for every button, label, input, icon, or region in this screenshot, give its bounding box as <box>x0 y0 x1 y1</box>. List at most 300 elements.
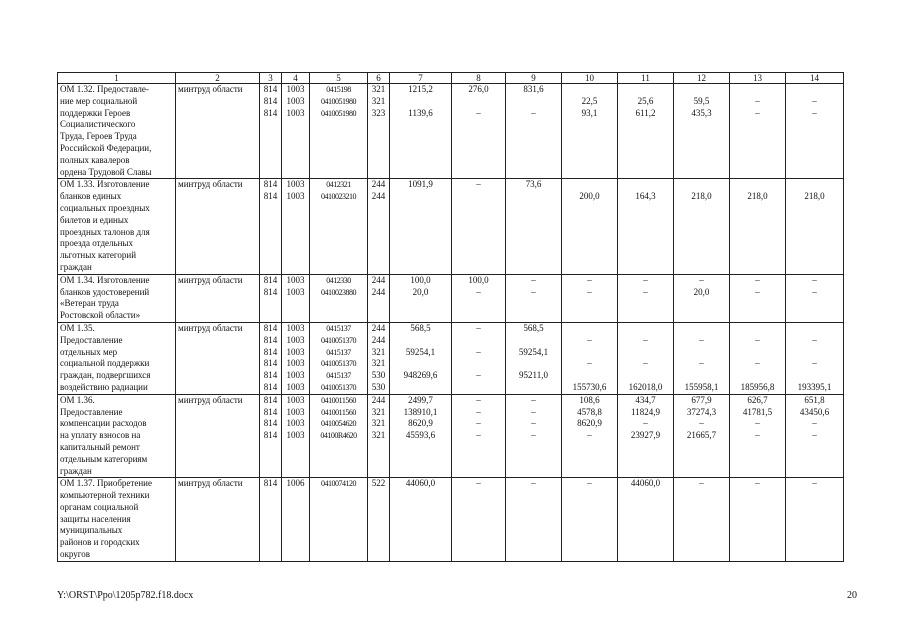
measure-name <box>58 394 176 478</box>
cell-c11 <box>618 322 674 394</box>
cell-value <box>454 191 503 203</box>
cell-value: 0410054620 <box>321 419 356 429</box>
measure-name-line: проездных талонов для <box>60 226 150 237</box>
measure-name-line: отдельным категориям <box>60 453 148 464</box>
cell-value: – <box>699 358 704 369</box>
cell-value: 522 <box>371 478 386 489</box>
cell-value: 8620,9 <box>577 418 602 429</box>
cell-c14 <box>786 179 844 274</box>
cell-value <box>732 370 783 382</box>
column-number-7: 7 <box>390 73 452 84</box>
cell-value: – <box>643 418 648 429</box>
measure-name-line: ордена Трудовой Славы <box>60 166 152 177</box>
cell-c3 <box>260 274 282 322</box>
cell-value: – <box>812 478 817 489</box>
measure-name-line: капитальный ремонт <box>60 441 140 452</box>
cell-value: 244 <box>371 274 386 285</box>
cell-value <box>788 323 841 335</box>
cell-value <box>454 96 503 108</box>
measure-name-line: компьютерной техники <box>60 490 150 501</box>
cell-value: 0410011560 <box>321 395 356 405</box>
cell-value: – <box>755 95 760 106</box>
cell-value: 0415137 <box>326 323 351 333</box>
cell-c10 <box>562 322 618 394</box>
cell-value: 321 <box>371 346 386 357</box>
cell-value: 37274,3 <box>686 406 717 417</box>
cell-value: – <box>643 334 648 345</box>
cell-value: 244 <box>371 334 386 345</box>
measure-name-line: Предоставление <box>60 334 123 345</box>
cell-value: 1003 <box>286 370 305 381</box>
measure-name-line: ОМ 1.33. Изготовление <box>60 179 150 190</box>
cell-c13 <box>730 322 786 394</box>
cell-value: 1091,9 <box>408 179 433 190</box>
cell-c10 <box>562 274 618 322</box>
table-row <box>58 394 844 478</box>
cell-c3 <box>260 322 282 394</box>
cell-value: – <box>476 394 481 405</box>
cell-value <box>620 84 671 96</box>
cell-value: 04100R4620 <box>320 431 357 441</box>
cell-value: – <box>476 286 481 297</box>
cell-c7 <box>390 478 452 562</box>
cell-value: 93,1 <box>581 107 598 118</box>
cell-c13 <box>730 394 786 478</box>
measure-name-line: компенсации расходов <box>60 418 147 429</box>
cell-value: – <box>812 430 817 441</box>
cell-value: 0410051370 <box>321 335 356 345</box>
cell-value: 814 <box>263 430 278 441</box>
cell-value: 95211,0 <box>519 370 548 381</box>
column-number-4: 4 <box>282 73 310 84</box>
cell-value: – <box>755 418 760 429</box>
cell-value: 4578,8 <box>577 406 602 417</box>
executor <box>176 274 260 322</box>
cell-value: – <box>587 478 592 489</box>
cell-c12 <box>674 274 730 322</box>
cell-value: 814 <box>263 84 278 94</box>
cell-value: 22,5 <box>581 95 598 106</box>
cell-c10 <box>562 84 618 179</box>
cell-value: 25,6 <box>637 95 654 106</box>
cell-value: 41781,5 <box>742 406 773 417</box>
measure-name-line: граждан <box>60 261 92 272</box>
cell-value <box>788 179 841 191</box>
cell-value: – <box>531 286 536 297</box>
cell-value: 20,0 <box>412 286 429 297</box>
column-number-1: 1 <box>58 73 176 84</box>
column-number-12: 12 <box>674 73 730 84</box>
cell-value <box>788 84 841 96</box>
cell-c7 <box>390 394 452 478</box>
cell-value: – <box>476 478 481 489</box>
measure-name <box>58 322 176 394</box>
executor-text: минтруд области <box>178 478 243 489</box>
measure-name-line: билетов и единых <box>60 214 129 225</box>
cell-value: 23927,9 <box>630 430 661 441</box>
executor-text: минтруд области <box>178 179 243 190</box>
cell-c9 <box>506 179 562 274</box>
cell-value: 1003 <box>286 107 305 118</box>
cell-value: 0410051980 <box>321 96 356 106</box>
cell-c7 <box>390 274 452 322</box>
cell-value <box>508 382 559 394</box>
cell-value: 218,0 <box>691 191 712 202</box>
cell-value: – <box>476 107 481 118</box>
cell-value <box>454 382 503 394</box>
cell-value: – <box>755 478 760 489</box>
cell-value: 2499,7 <box>408 394 433 405</box>
column-number-3: 3 <box>260 73 282 84</box>
cell-value <box>392 335 449 347</box>
cell-c6 <box>368 478 390 562</box>
column-number-9: 9 <box>506 73 562 84</box>
cell-value <box>676 370 727 382</box>
cell-value: 814 <box>263 191 278 202</box>
cell-value: 321 <box>371 418 386 429</box>
cell-value: 164,3 <box>635 191 656 202</box>
measure-name <box>58 478 176 562</box>
cell-c8 <box>452 478 506 562</box>
cell-value: 20,0 <box>693 286 710 297</box>
cell-value <box>732 179 783 191</box>
cell-value <box>620 347 671 359</box>
cell-c13 <box>730 478 786 562</box>
cell-value: 244 <box>371 191 386 202</box>
cell-value: 1003 <box>286 346 305 357</box>
cell-value: 321 <box>371 95 386 106</box>
cell-value: 1003 <box>286 334 305 345</box>
cell-c6 <box>368 179 390 274</box>
cell-value: 814 <box>263 274 278 285</box>
cell-value: 814 <box>263 286 278 297</box>
cell-value: 814 <box>263 478 278 489</box>
measure-name-line: муниципальных <box>60 525 123 536</box>
measure-name-line: воздействию радиации <box>60 381 148 392</box>
cell-value: 244 <box>371 286 386 297</box>
cell-c8 <box>452 394 506 478</box>
cell-value: – <box>531 478 536 489</box>
cell-value: 1003 <box>286 406 305 417</box>
cell-value: 44060,0 <box>630 478 661 489</box>
column-number-2: 2 <box>176 73 260 84</box>
cell-c13 <box>730 84 786 179</box>
cell-value <box>508 191 559 203</box>
cell-value <box>620 323 671 335</box>
cell-value: 1003 <box>286 84 305 94</box>
cell-c7 <box>390 84 452 179</box>
measure-name <box>58 274 176 322</box>
cell-c5 <box>310 478 368 562</box>
cell-value <box>732 347 783 359</box>
measure-name-line: защиты населения <box>60 513 131 524</box>
cell-value <box>732 84 783 96</box>
cell-c12 <box>674 394 730 478</box>
column-number-10: 10 <box>562 73 618 84</box>
cell-value <box>392 96 449 108</box>
cell-c10 <box>562 394 618 478</box>
cell-value: – <box>643 286 648 297</box>
executor-text: минтруд области <box>178 394 243 405</box>
table-header-row <box>58 73 844 84</box>
cell-c9 <box>506 478 562 562</box>
cell-value: – <box>812 334 817 345</box>
executor <box>176 322 260 394</box>
cell-value: 434,7 <box>635 394 656 405</box>
cell-value: 244 <box>371 394 386 405</box>
cell-value <box>676 323 727 335</box>
cell-value: 814 <box>263 394 278 405</box>
cell-c5 <box>310 179 368 274</box>
measure-name-line: Труда, Героев Труда <box>60 131 137 142</box>
cell-value: 0410051370 <box>321 382 356 392</box>
table-row <box>58 274 844 322</box>
cell-value: – <box>812 418 817 429</box>
cell-value <box>564 323 615 335</box>
table-row <box>58 84 844 179</box>
cell-value: 814 <box>263 418 278 429</box>
cell-value: 1003 <box>286 394 305 405</box>
cell-value: – <box>812 107 817 118</box>
cell-value: 814 <box>263 322 278 333</box>
cell-value <box>620 179 671 191</box>
measure-name-line: ние мер социальной <box>60 95 138 106</box>
cell-value: – <box>755 274 760 285</box>
measure-name-line: ОМ 1.35. <box>60 322 95 333</box>
cell-value: – <box>587 286 592 297</box>
measure-name-line: бланков удостоверений <box>60 286 150 297</box>
cell-value: 244 <box>371 322 386 333</box>
cell-c9 <box>506 322 562 394</box>
cell-c3 <box>260 84 282 179</box>
cell-value: 0415137 <box>326 371 351 381</box>
cell-value: – <box>755 286 760 297</box>
measure-name-line: Ростовской области» <box>60 310 141 321</box>
cell-c13 <box>730 274 786 322</box>
cell-value: 677,9 <box>691 394 712 405</box>
cell-value: 1003 <box>286 322 305 333</box>
cell-c3 <box>260 478 282 562</box>
cell-value: 43450,6 <box>799 406 830 417</box>
cell-c7 <box>390 322 452 394</box>
cell-c4 <box>282 478 310 562</box>
cell-value: 1215,2 <box>408 84 433 94</box>
cell-c11 <box>618 274 674 322</box>
cell-c10 <box>562 478 618 562</box>
cell-value: 1006 <box>286 478 305 489</box>
cell-value: 530 <box>371 370 386 381</box>
cell-value: 100,0 <box>410 274 431 285</box>
executor-text: минтруд области <box>178 84 243 94</box>
cell-value: 73,6 <box>525 179 542 190</box>
cell-value: 530 <box>371 381 386 392</box>
cell-value: 244 <box>371 179 386 190</box>
cell-value: – <box>531 406 536 417</box>
cell-value: 59,5 <box>693 95 710 106</box>
cell-value: – <box>755 107 760 118</box>
cell-c8 <box>452 84 506 179</box>
measure-name-line: граждан, подвергшихся <box>60 370 151 381</box>
cell-c12 <box>674 84 730 179</box>
cell-value: 814 <box>263 381 278 392</box>
cell-c5 <box>310 394 368 478</box>
cell-c6 <box>368 394 390 478</box>
cell-value: 435,3 <box>691 107 712 118</box>
cell-value: 0410023880 <box>321 287 356 297</box>
measure-name-line: районов и городских <box>60 537 140 548</box>
cell-c12 <box>674 322 730 394</box>
executor-text: минтруд области <box>178 274 243 285</box>
measure-name-line: ОМ 1.37. Приобретение <box>60 478 152 489</box>
cell-c9 <box>506 394 562 478</box>
measure-name-line: социальных проездных <box>60 202 150 213</box>
cell-value: 814 <box>263 95 278 106</box>
cell-c14 <box>786 84 844 179</box>
cell-value <box>564 179 615 191</box>
cell-value <box>676 179 727 191</box>
measure-name-line: органам социальной <box>60 501 139 512</box>
cell-value: 0412321 <box>326 180 351 190</box>
cell-value: 59254,1 <box>405 346 436 357</box>
cell-value: 0415198 <box>326 85 351 94</box>
cell-c10 <box>562 179 618 274</box>
cell-value: 1003 <box>286 358 305 369</box>
table-row <box>58 478 844 562</box>
cell-c4 <box>282 179 310 274</box>
measure-name-line: социальной поддержки <box>60 358 150 369</box>
page-number: 20 <box>847 590 857 601</box>
cell-c11 <box>618 84 674 179</box>
executor-text: минтруд области <box>178 322 243 333</box>
cell-c14 <box>786 394 844 478</box>
cell-c4 <box>282 322 310 394</box>
cell-value: 276,0 <box>468 84 489 94</box>
cell-value: – <box>755 358 760 369</box>
cell-value: 8620,9 <box>408 418 433 429</box>
cell-value <box>508 335 559 347</box>
executor <box>176 394 260 478</box>
cell-c5 <box>310 84 368 179</box>
cell-value <box>564 347 615 359</box>
cell-value: 138910,1 <box>403 406 438 417</box>
measure-name-line: отдельных мер <box>60 346 118 357</box>
cell-c4 <box>282 394 310 478</box>
measure-name-line: льготных категорий <box>60 250 137 261</box>
cell-value: – <box>643 358 648 369</box>
cell-value <box>454 335 503 347</box>
cell-value: – <box>531 107 536 118</box>
cell-c11 <box>618 394 674 478</box>
cell-value: 1003 <box>286 179 305 190</box>
cell-c9 <box>506 274 562 322</box>
cell-value <box>788 370 841 382</box>
cell-value: 626,7 <box>747 394 768 405</box>
cell-value: – <box>812 95 817 106</box>
measure-name-line: Российской Федерации, <box>60 142 152 153</box>
cell-c6 <box>368 322 390 394</box>
cell-value: – <box>531 418 536 429</box>
cell-value: 814 <box>263 179 278 190</box>
cell-value <box>788 347 841 359</box>
cell-value: – <box>476 370 481 381</box>
measure-name-line: ОМ 1.36. <box>60 394 95 405</box>
cell-value: – <box>699 478 704 489</box>
cell-value: 185956,8 <box>740 381 775 392</box>
cell-value: 651,8 <box>804 394 825 405</box>
cell-c8 <box>452 322 506 394</box>
cell-value: 814 <box>263 406 278 417</box>
measure-name-line: Предоставление <box>60 406 123 417</box>
cell-value: 831,6 <box>523 84 544 94</box>
cell-value <box>454 358 503 370</box>
measure-name-line: ОМ 1.32. Предоставле- <box>60 84 149 94</box>
cell-c14 <box>786 478 844 562</box>
cell-c11 <box>618 179 674 274</box>
cell-value: – <box>755 334 760 345</box>
cell-value: 200,0 <box>579 191 600 202</box>
cell-c12 <box>674 478 730 562</box>
column-number-14: 14 <box>786 73 844 84</box>
cell-value: – <box>699 334 704 345</box>
cell-value <box>564 370 615 382</box>
cell-c3 <box>260 394 282 478</box>
cell-c13 <box>730 179 786 274</box>
cell-value: 814 <box>263 370 278 381</box>
cell-value <box>392 382 449 394</box>
cell-c8 <box>452 179 506 274</box>
measure-name-line: граждан <box>60 465 92 476</box>
cell-value <box>564 84 615 96</box>
cell-value: – <box>476 322 481 333</box>
cell-value: 814 <box>263 334 278 345</box>
cell-value <box>620 370 671 382</box>
cell-value: 1003 <box>286 381 305 392</box>
cell-value: 218,0 <box>804 191 825 202</box>
cell-value: 0410023210 <box>321 192 356 202</box>
table-row <box>58 322 844 394</box>
cell-c6 <box>368 274 390 322</box>
cell-c5 <box>310 274 368 322</box>
cell-value: – <box>812 274 817 285</box>
column-number-6: 6 <box>368 73 390 84</box>
cell-value <box>676 347 727 359</box>
measure-name-line: бланков единых <box>60 191 122 202</box>
cell-value: 814 <box>263 358 278 369</box>
cell-value: – <box>699 418 704 429</box>
cell-value: 59254,1 <box>518 346 549 357</box>
measure-name-line: «Ветеран труда <box>60 298 119 309</box>
cell-value <box>392 358 449 370</box>
footer-file-path: Y:\ORST\Ppo\1205p782.f18.docx <box>57 590 194 601</box>
cell-value: – <box>587 274 592 285</box>
cell-value: 44060,0 <box>405 478 436 489</box>
cell-value: 0415137 <box>326 347 351 357</box>
measure-name-line: Социалистического <box>60 119 136 130</box>
cell-value: 1139,6 <box>408 107 433 118</box>
measure-name <box>58 179 176 274</box>
cell-value: 0410074120 <box>321 479 356 489</box>
cell-value: 193395,1 <box>797 381 832 392</box>
executor <box>176 179 260 274</box>
cell-value: 321 <box>371 430 386 441</box>
cell-value: 155730,6 <box>572 381 607 392</box>
cell-value: – <box>587 430 592 441</box>
cell-value: 321 <box>371 84 386 94</box>
measure-name-line: поддержки Героев <box>60 107 131 118</box>
cell-c12 <box>674 179 730 274</box>
cell-value <box>676 84 727 96</box>
cell-value: 11824,9 <box>631 406 660 417</box>
